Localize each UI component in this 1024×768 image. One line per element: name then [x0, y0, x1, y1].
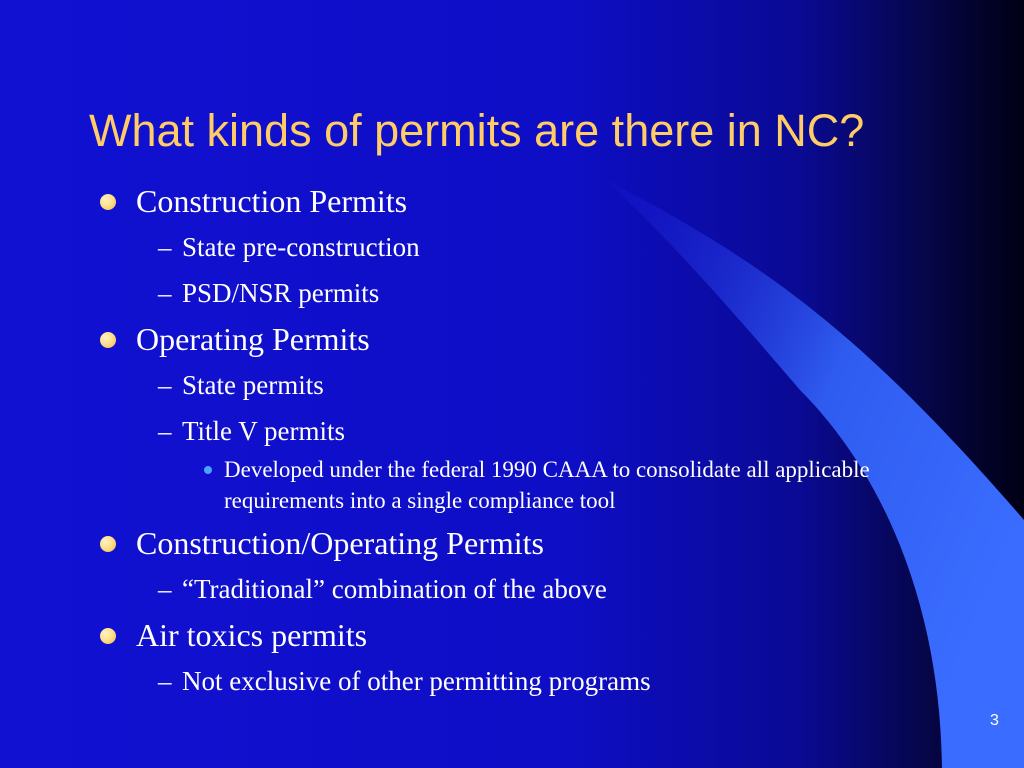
dash-marker: – — [158, 232, 172, 262]
slide-body — [100, 178, 920, 704]
sub-bullet-text: State permits — [182, 370, 324, 400]
small-dot-icon — [202, 454, 224, 485]
detail-bullet-text: Developed under the federal 1990 CAAA to consolidate all applicable requirements into a single compliance tool — [224, 457, 870, 513]
bullet-item — [100, 316, 920, 362]
bullet-item — [100, 612, 920, 658]
sub-bullet-item — [100, 408, 920, 454]
slide-title: What kinds of permits are there in NC? — [89, 105, 865, 156]
sub-bullet-item — [100, 224, 920, 270]
bullet-dot-icon — [100, 178, 136, 224]
dash-marker: – — [158, 666, 172, 696]
dash-marker: – — [158, 370, 172, 400]
page-number: 3 — [990, 712, 999, 729]
dash-marker: – — [158, 278, 172, 308]
dash-marker: – — [158, 574, 172, 604]
bullet-item — [100, 178, 920, 224]
bullet-text: Operating Permits — [136, 321, 370, 357]
bullet-item — [100, 520, 920, 566]
bullet-dot-icon — [100, 316, 136, 362]
sub-bullet-item — [100, 362, 920, 408]
detail-bullet-item — [100, 454, 920, 516]
sub-bullet-text: Title V permits — [182, 416, 346, 446]
sub-bullet-item — [100, 658, 920, 704]
bullet-dot-icon — [100, 520, 136, 566]
bullet-dot-icon — [100, 612, 136, 658]
sub-bullet-text: PSD/NSR permits — [182, 278, 380, 308]
sub-bullet-item — [100, 566, 920, 612]
bullet-text: Construction Permits — [136, 183, 408, 219]
sub-bullet-text: “Traditional” combination of the above — [182, 574, 607, 604]
sub-bullet-text: State pre-construction — [182, 232, 420, 262]
sub-bullet-text: Not exclusive of other permitting programs — [182, 666, 651, 696]
sub-bullet-item — [100, 270, 920, 316]
dash-marker: – — [158, 416, 172, 446]
bullet-text: Construction/Operating Permits — [136, 525, 544, 561]
bullet-text: Air toxics permits — [136, 617, 368, 653]
